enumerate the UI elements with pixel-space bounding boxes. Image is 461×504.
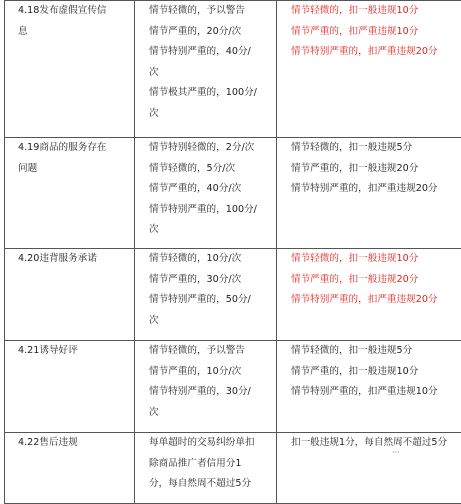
- rule-name-cell-line: 4.18发布虚假宣传信: [18, 1, 128, 22]
- penalty-cell-line: 情节特别严重的，30分/: [149, 382, 272, 403]
- consequence-cell-line: 情节特别严重的，扣严重违规20分: [291, 179, 461, 200]
- consequence-cell: [277, 341, 461, 433]
- penalty-cell-line: 次: [149, 63, 272, 84]
- consequence-cell-line: 情节特别严重的，扣严重违规10分: [291, 382, 461, 403]
- penalty-cell: [135, 433, 277, 504]
- consequence-cell: [277, 138, 461, 249]
- rule-name-cell: [5, 1, 135, 138]
- rule-name-cell-line: 问题: [18, 159, 128, 180]
- rule-name-cell-line: 4.19商品的服务存在: [18, 138, 128, 159]
- penalty-cell-line: 次: [149, 220, 272, 241]
- rule-name-cell: [5, 341, 135, 433]
- penalty-cell-line: 情节极其严重的，100分/: [149, 83, 272, 104]
- table-row: [5, 1, 461, 138]
- penalty-cell-line: 情节严重的，30分/次: [149, 270, 272, 291]
- rule-name-cell: [5, 138, 135, 249]
- penalty-cell-line: 情节严重的，10分/次: [149, 362, 272, 383]
- consequence-cell-line: 情节轻微的，扣一般违规5分: [291, 341, 461, 362]
- penalty-cell: [135, 1, 277, 138]
- consequence-cell-line: 情节特别严重的，扣严重违规20分: [291, 42, 461, 63]
- table-row: [5, 249, 461, 341]
- consequence-cell-line: 情节轻微的，扣一般违规5分: [291, 138, 461, 159]
- penalty-cell-line: 情节特别严重的，50分/: [149, 290, 272, 311]
- penalty-cell-line: 情节轻微的，予以警告: [149, 341, 272, 362]
- consequence-cell: [277, 433, 461, 504]
- penalty-cell-line: 次: [149, 104, 272, 125]
- penalty-cell-line: 情节特别严重的，100分/: [149, 200, 272, 221]
- penalty-cell-line: 情节轻微的，10分/次: [149, 249, 272, 270]
- rule-name-cell-line: 4.22售后违规: [18, 433, 128, 454]
- penalty-cell-line: 每单超时的交易纠纷单扣: [149, 433, 272, 454]
- penalty-cell: [135, 341, 277, 433]
- consequence-cell-line: 情节轻微的，扣一般违规10分: [291, 1, 461, 22]
- rules-table-body: [5, 1, 461, 504]
- penalty-cell-line: 情节特别严重的，40分/: [149, 42, 272, 63]
- penalty-cell-line: 情节轻微的，5分/次: [149, 159, 272, 180]
- rule-name-cell-line: 4.21诱导好评: [18, 341, 128, 362]
- rule-name-cell: [5, 433, 135, 504]
- penalty-cell: [135, 138, 277, 249]
- table-row: [5, 341, 461, 433]
- rule-name-cell: [5, 249, 135, 341]
- rule-name-cell-line: 息: [18, 22, 128, 43]
- penalty-cell-line: 情节严重的，20分/次: [149, 22, 272, 43]
- consequence-cell-line: 情节轻微的，扣一般违规10分: [291, 249, 461, 270]
- rule-name-cell-line: 4.20违背服务承诺: [18, 249, 128, 270]
- red-dot-mark: ···: [392, 449, 400, 457]
- consequence-cell-line: 扣一般违规1分，每自然周不超过5分: [291, 433, 461, 454]
- penalty-cell-line: 情节轻微的，予以警告: [149, 1, 272, 22]
- penalty-cell-line: 情节特别轻微的，2分/次: [149, 138, 272, 159]
- consequence-cell-line: 情节严重的，扣一般违规20分: [291, 159, 461, 180]
- penalty-cell-line: 次: [149, 311, 272, 332]
- penalty-cell: [135, 249, 277, 341]
- consequence-cell: [277, 1, 461, 138]
- penalty-cell-line: 次: [149, 403, 272, 424]
- consequence-cell-line: 情节严重的，扣一般违规10分: [291, 362, 461, 383]
- penalty-cell-line: 分，每自然周不超过5分: [149, 474, 272, 495]
- table-row: [5, 138, 461, 249]
- table-row: [5, 433, 461, 504]
- rules-table: [4, 0, 461, 504]
- penalty-cell-line: 除商品推广者信用分1: [149, 454, 272, 475]
- consequence-cell-line: 情节严重的，扣严重违规10分: [291, 22, 461, 43]
- consequence-cell-line: 情节严重的，扣一般违规20分: [291, 270, 461, 291]
- penalty-cell-line: 情节严重的，40分/次: [149, 179, 272, 200]
- consequence-cell: [277, 249, 461, 341]
- consequence-cell-line: 情节特别严重的，扣严重违规20分: [291, 290, 461, 311]
